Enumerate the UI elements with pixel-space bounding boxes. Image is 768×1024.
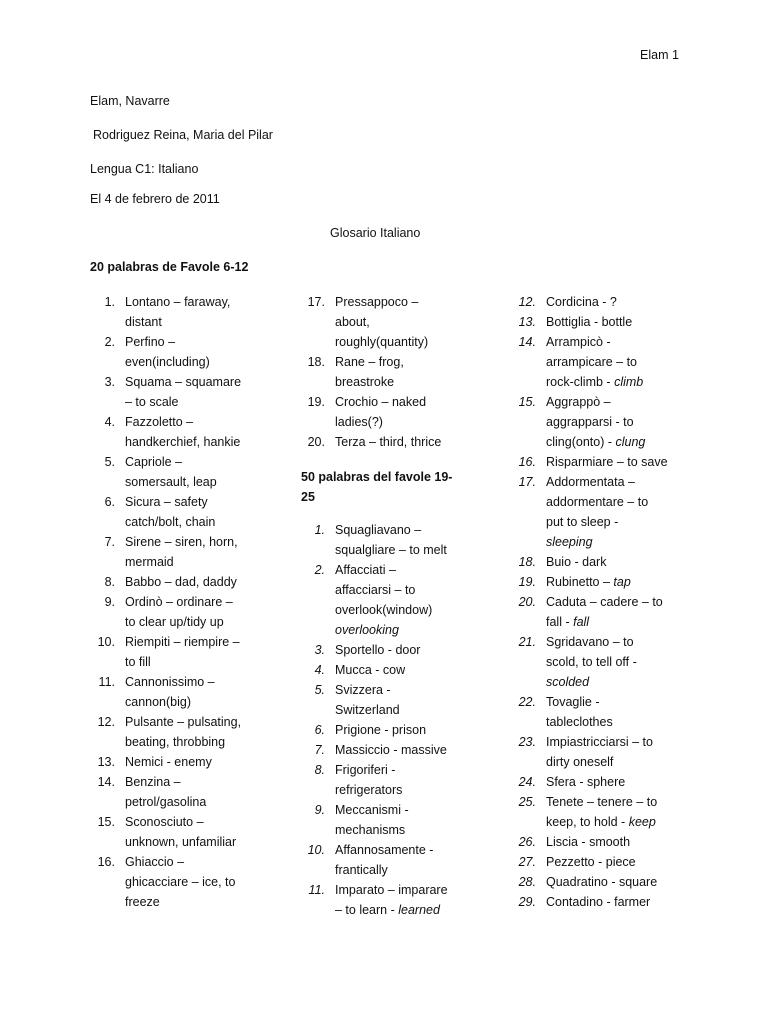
item-text: affacciarsi – to: [335, 583, 416, 597]
item-text-line: [335, 620, 399, 640]
item-text-line: [546, 832, 630, 852]
glossary-item: [305, 880, 505, 920]
item-number: 22.: [518, 695, 536, 709]
glossary-item: [516, 772, 736, 792]
item-text: catch/bolt, chain: [125, 515, 216, 529]
item-text-line: [125, 872, 235, 892]
item-text-line: [546, 372, 643, 392]
item-text-line: [546, 332, 611, 352]
item-text: Sportello - door: [335, 643, 421, 657]
item-text: Rane – frog,: [335, 355, 404, 369]
glossary-item: [305, 640, 505, 660]
glossary-item: [516, 392, 736, 452]
section2-heading: 50 palabras del favole 19- 25: [301, 470, 453, 504]
item-number: 4.: [104, 415, 115, 429]
item-text: freeze: [125, 895, 160, 909]
item-text-line: [335, 840, 433, 860]
item-text: petrol/gasolina: [125, 795, 207, 809]
item-text: put to sleep -: [546, 515, 619, 529]
item-number: 3.: [314, 643, 325, 657]
item-text-line: [546, 292, 617, 312]
item-number: 18.: [518, 555, 536, 569]
glossary-item: [95, 532, 295, 572]
item-text-line: [546, 432, 645, 452]
item-text-line: [546, 872, 657, 892]
item-text-line: [546, 732, 653, 752]
item-text-line: [125, 772, 181, 792]
glossary-item: [305, 432, 505, 452]
item-number: 2.: [314, 563, 325, 577]
item-text: Squama – squamare: [125, 375, 242, 389]
glossary-item: [305, 292, 505, 352]
item-text-line: [335, 600, 432, 620]
item-text: Caduta – cadere – to: [546, 595, 663, 609]
item-number: 19.: [518, 575, 536, 589]
item-text: Affannosamente -: [335, 843, 434, 857]
item-number: 8.: [314, 763, 325, 777]
item-text: Capriole –: [125, 455, 182, 469]
item-number: 21.: [518, 635, 536, 649]
item-text-line: [125, 852, 184, 872]
item-text: Terza – third, thrice: [335, 435, 442, 449]
item-text: – to learn -: [335, 903, 399, 917]
item-text: scold, to tell off -: [546, 655, 637, 669]
item-text-line: [335, 392, 426, 412]
item-number: 26.: [518, 835, 536, 849]
item-text: aggrapparsi - to: [546, 415, 634, 429]
glossary-item: [95, 452, 295, 492]
item-number: 11.: [98, 675, 115, 689]
item-text: Tenete – tenere – to: [546, 795, 658, 809]
item-text-line: [546, 572, 631, 592]
item-text: Impiastricciarsi – to: [546, 735, 653, 749]
item-number: 27.: [518, 855, 536, 869]
item-text-line: [546, 772, 625, 792]
item-text-line: [335, 332, 428, 352]
glossary-item: [305, 720, 505, 740]
item-number: 1.: [314, 523, 325, 537]
item-text-line: [125, 372, 241, 392]
item-translation: fall: [573, 615, 590, 629]
item-text: even(including): [125, 355, 210, 369]
item-text-line: [125, 592, 233, 612]
glossary-item: [95, 412, 295, 452]
item-text: Cannonissimo –: [125, 675, 215, 689]
item-text: rock-climb -: [546, 375, 615, 389]
item-text: Sirene – siren, horn,: [125, 535, 238, 549]
glossary-column-1: [95, 292, 295, 912]
item-number: 7.: [104, 535, 115, 549]
item-text-line: [125, 312, 162, 332]
item-text-line: [335, 860, 388, 880]
item-text-line: [335, 820, 405, 840]
glossary-item: [516, 552, 736, 572]
item-text: Arrampicò -: [546, 335, 611, 349]
item-number: 11.: [308, 883, 325, 897]
item-text-line: [125, 632, 240, 652]
item-text-line: [335, 580, 415, 600]
item-number: 9.: [314, 803, 325, 817]
item-text-line: [125, 692, 191, 712]
item-text: Squagliavano –: [335, 523, 422, 537]
item-number: 6.: [104, 495, 115, 509]
item-number: 10.: [307, 843, 325, 857]
item-text: Perfino –: [125, 335, 176, 349]
glossary-item: [516, 872, 736, 892]
glossary-item: [516, 292, 736, 312]
glossary-column-2a: [305, 292, 505, 452]
item-text: cling(onto) -: [546, 435, 616, 449]
glossary-item: [516, 692, 736, 732]
glossary-item: [516, 852, 736, 872]
item-text-line: [546, 712, 613, 732]
item-text: Ordinò – ordinare –: [125, 595, 233, 609]
item-text: frantically: [335, 863, 388, 877]
item-text-line: [125, 452, 182, 472]
item-text: dirty oneself: [546, 755, 614, 769]
glossary-item: [305, 352, 505, 392]
item-text: Liscia - smooth: [546, 835, 631, 849]
item-text-line: [335, 312, 370, 332]
item-text-line: [125, 352, 210, 372]
page-number: Elam 1: [640, 48, 679, 62]
item-text-line: [335, 432, 441, 452]
item-translation: keep: [628, 815, 656, 829]
glossary-item: [516, 832, 736, 852]
item-text: Imparato – imparare: [335, 883, 448, 897]
item-text-line: [125, 612, 224, 632]
glossary-item: [95, 672, 295, 712]
item-text: Contadino - farmer: [546, 895, 651, 909]
item-number: 17.: [518, 475, 536, 489]
item-number: 28.: [518, 875, 536, 889]
glossary-item: [305, 660, 505, 680]
glossary-column-2b: [305, 520, 505, 920]
item-text: Riempiti – riempire –: [125, 635, 240, 649]
item-text-line: [335, 740, 447, 760]
item-number: 13.: [518, 315, 536, 329]
item-number: 4.: [314, 663, 325, 677]
item-text: to fill: [125, 655, 151, 669]
item-text-line: [546, 552, 606, 572]
item-text-line: [546, 632, 634, 652]
item-text-line: [335, 660, 405, 680]
item-number: 18.: [307, 355, 325, 369]
item-text-line: [335, 352, 404, 372]
item-text: Babbo – dad, daddy: [125, 575, 237, 589]
glossary-item: [516, 792, 736, 832]
item-text-line: [125, 892, 160, 912]
item-text-line: [335, 520, 421, 540]
item-number: 17.: [307, 295, 325, 309]
item-number: 14.: [97, 775, 115, 789]
item-number: 24.: [518, 775, 536, 789]
item-text-line: [546, 752, 613, 772]
item-text-line: [546, 612, 589, 632]
item-number: 1.: [104, 295, 115, 309]
item-text: squalgliare – to melt: [335, 543, 447, 557]
glossary-item: [305, 560, 505, 640]
item-text: Affacciati –: [335, 563, 396, 577]
item-number: 9.: [104, 595, 115, 609]
section1-heading: 20 palabras de Favole 6-12: [90, 260, 249, 274]
glossary-item: [95, 592, 295, 632]
item-text: Buio - dark: [546, 555, 607, 569]
item-text-line: [335, 780, 402, 800]
item-text: unknown, unfamiliar: [125, 835, 237, 849]
item-text: Sfera - sphere: [546, 775, 626, 789]
item-text: Tovaglie -: [546, 695, 600, 709]
glossary-item: [305, 392, 505, 432]
item-text-line: [546, 532, 593, 552]
glossary-item: [516, 732, 736, 772]
item-text: breastroke: [335, 375, 395, 389]
item-text-line: [125, 412, 193, 432]
glossary-item: [516, 892, 736, 912]
item-text: handkerchief, hankie: [125, 435, 241, 449]
item-text-line: [546, 392, 611, 412]
item-text-line: [125, 292, 230, 312]
item-number: 25.: [518, 795, 536, 809]
item-text: cannon(big): [125, 695, 192, 709]
item-text-line: [125, 432, 240, 452]
item-text-line: [125, 532, 238, 552]
item-text: Risparmiare – to save: [546, 455, 668, 469]
item-number: 14.: [518, 335, 536, 349]
item-number: 15.: [97, 815, 115, 829]
date: El 4 de febrero de 2011: [90, 192, 220, 206]
item-text: roughly(quantity): [335, 335, 429, 349]
glossary-item: [95, 332, 295, 372]
item-translation: learned: [398, 903, 440, 917]
item-text-line: [546, 412, 634, 432]
item-text: beating, throbbing: [125, 735, 226, 749]
item-text-line: [125, 492, 208, 512]
item-text-line: [335, 372, 394, 392]
item-text: Addormentata –: [546, 475, 635, 489]
item-text: fall -: [546, 615, 574, 629]
item-text: Rubinetto –: [546, 575, 614, 589]
glossary-item: [305, 760, 505, 800]
item-text: addormentare – to: [546, 495, 649, 509]
item-text-line: [546, 812, 656, 832]
glossary-item: [95, 812, 295, 852]
item-text-line: [546, 492, 648, 512]
item-text: Pulsante – pulsating,: [125, 715, 242, 729]
item-text-line: [125, 792, 206, 812]
item-text-line: [125, 752, 212, 772]
item-text: about,: [335, 315, 370, 329]
item-text: Fazzoletto –: [125, 415, 194, 429]
glossary-item: [305, 680, 505, 720]
item-number: 8.: [104, 575, 115, 589]
item-number: 20.: [307, 435, 325, 449]
item-text-line: [546, 652, 637, 672]
item-number: 29.: [518, 895, 536, 909]
item-number: 16.: [518, 455, 536, 469]
item-number: 10.: [97, 635, 115, 649]
item-text-line: [125, 732, 225, 752]
glossary-item: [516, 592, 736, 632]
document-title: Glosario Italiano: [330, 226, 421, 240]
glossary-item: [516, 472, 736, 552]
item-number: 16.: [97, 855, 115, 869]
item-text: keep, to hold -: [546, 815, 629, 829]
glossary-item: [95, 752, 295, 772]
item-number: 23.: [518, 735, 536, 749]
glossary-item: [95, 572, 295, 592]
item-text: Pressappoco –: [335, 295, 419, 309]
item-text-line: [335, 540, 447, 560]
item-text: Prigione - prison: [335, 723, 427, 737]
item-text-line: [546, 512, 618, 532]
item-text: somersault, leap: [125, 475, 217, 489]
item-text: Switzerland: [335, 703, 400, 717]
item-text-line: [125, 392, 179, 412]
item-text-line: [546, 452, 668, 472]
item-text-line: [335, 700, 400, 720]
glossary-item: [95, 632, 295, 672]
item-translation: tap: [613, 575, 631, 589]
item-text: refrigerators: [335, 783, 403, 797]
glossary-item: [516, 312, 736, 332]
item-text-line: [546, 592, 663, 612]
item-text: ladies(?): [335, 415, 383, 429]
item-text-line: [125, 652, 151, 672]
glossary-item: [95, 772, 295, 812]
item-number: 5.: [104, 455, 115, 469]
glossary-column-3: [516, 292, 736, 912]
item-number: 6.: [314, 723, 325, 737]
item-text-line: [335, 880, 448, 900]
item-text: distant: [125, 315, 162, 329]
professor-name: Rodriguez Reina, Maria del Pilar: [93, 128, 273, 142]
item-number: 12.: [518, 295, 536, 309]
glossary-item: [95, 852, 295, 912]
item-text-line: [546, 852, 636, 872]
item-text-line: [125, 712, 241, 732]
item-text: Ghiaccio –: [125, 855, 185, 869]
item-text-line: [125, 672, 215, 692]
item-text: Mucca - cow: [335, 663, 406, 677]
item-text-line: [546, 692, 600, 712]
item-text: Crochio – naked: [335, 395, 427, 409]
item-text: Sconosciuto –: [125, 815, 204, 829]
item-number: 7.: [314, 743, 325, 757]
item-text: ghicacciare – ice, to: [125, 875, 236, 889]
item-text-line: [335, 800, 409, 820]
glossary-item: [95, 292, 295, 332]
item-number: 5.: [314, 683, 325, 697]
item-text-line: [125, 812, 204, 832]
item-text-line: [546, 672, 589, 692]
item-text: Massiccio - massive: [335, 743, 447, 757]
item-number: 19.: [307, 395, 325, 409]
item-text: overlook(window): [335, 603, 433, 617]
item-text: Sgridavano – to: [546, 635, 634, 649]
item-text-line: [546, 352, 637, 372]
glossary-item: [516, 632, 736, 692]
item-number: 2.: [104, 335, 115, 349]
item-text-line: [335, 292, 418, 312]
student-name: Elam, Navarre: [90, 94, 170, 108]
glossary-item: [305, 740, 505, 760]
item-text-line: [335, 720, 426, 740]
item-text: scolded: [546, 675, 590, 689]
glossary-item: [305, 800, 505, 840]
item-text: tableclothes: [546, 715, 613, 729]
item-text-line: [546, 792, 657, 812]
item-text-line: [125, 332, 175, 352]
item-text: to clear up/tidy up: [125, 615, 224, 629]
item-text: overlooking: [335, 623, 399, 637]
item-text: arrampicare – to: [546, 355, 638, 369]
item-text: – to scale: [125, 395, 179, 409]
item-text: mechanisms: [335, 823, 406, 837]
item-text: Bottiglia - bottle: [546, 315, 633, 329]
item-number: 20.: [518, 595, 536, 609]
item-text-line: [125, 472, 217, 492]
glossary-item: [95, 372, 295, 412]
item-text-line: [546, 472, 635, 492]
item-text: Cordicina - ?: [546, 295, 617, 309]
item-text: Lontano – faraway,: [125, 295, 231, 309]
course-name: Lengua C1: Italiano: [90, 162, 199, 176]
item-translation: climb: [614, 375, 644, 389]
item-text-line: [335, 760, 395, 780]
glossary-item: [305, 520, 505, 560]
item-text: Benzina –: [125, 775, 181, 789]
item-text: mermaid: [125, 555, 174, 569]
item-text-line: [125, 832, 236, 852]
item-text-line: [546, 892, 650, 912]
item-text-line: [125, 552, 174, 572]
item-number: 12.: [97, 715, 115, 729]
glossary-item: [305, 840, 505, 880]
item-text-line: [335, 680, 391, 700]
item-text-line: [335, 640, 420, 660]
item-text-line: [125, 512, 215, 532]
item-text: Meccanismi -: [335, 803, 409, 817]
item-text: Sicura – safety: [125, 495, 208, 509]
item-text-line: [125, 572, 237, 592]
item-text: Nemici - enemy: [125, 755, 212, 769]
item-text: Pezzetto - piece: [546, 855, 636, 869]
glossary-item: [95, 712, 295, 752]
item-text-line: [546, 312, 632, 332]
item-text-line: [335, 560, 396, 580]
glossary-item: [516, 452, 736, 472]
item-number: 3.: [104, 375, 115, 389]
glossary-item: [95, 492, 295, 532]
item-text: sleeping: [546, 535, 593, 549]
item-number: 13.: [97, 755, 115, 769]
item-text-line: [335, 412, 383, 432]
item-translation: clung: [615, 435, 646, 449]
glossary-item: [516, 572, 736, 592]
item-text: Frigoriferi -: [335, 763, 396, 777]
item-text: Svizzera -: [335, 683, 391, 697]
glossary-item: [516, 332, 736, 392]
item-number: 15.: [518, 395, 536, 409]
item-text-line: [335, 900, 440, 920]
item-text: Quadratino - square: [546, 875, 658, 889]
item-text: Aggrappò –: [546, 395, 611, 409]
